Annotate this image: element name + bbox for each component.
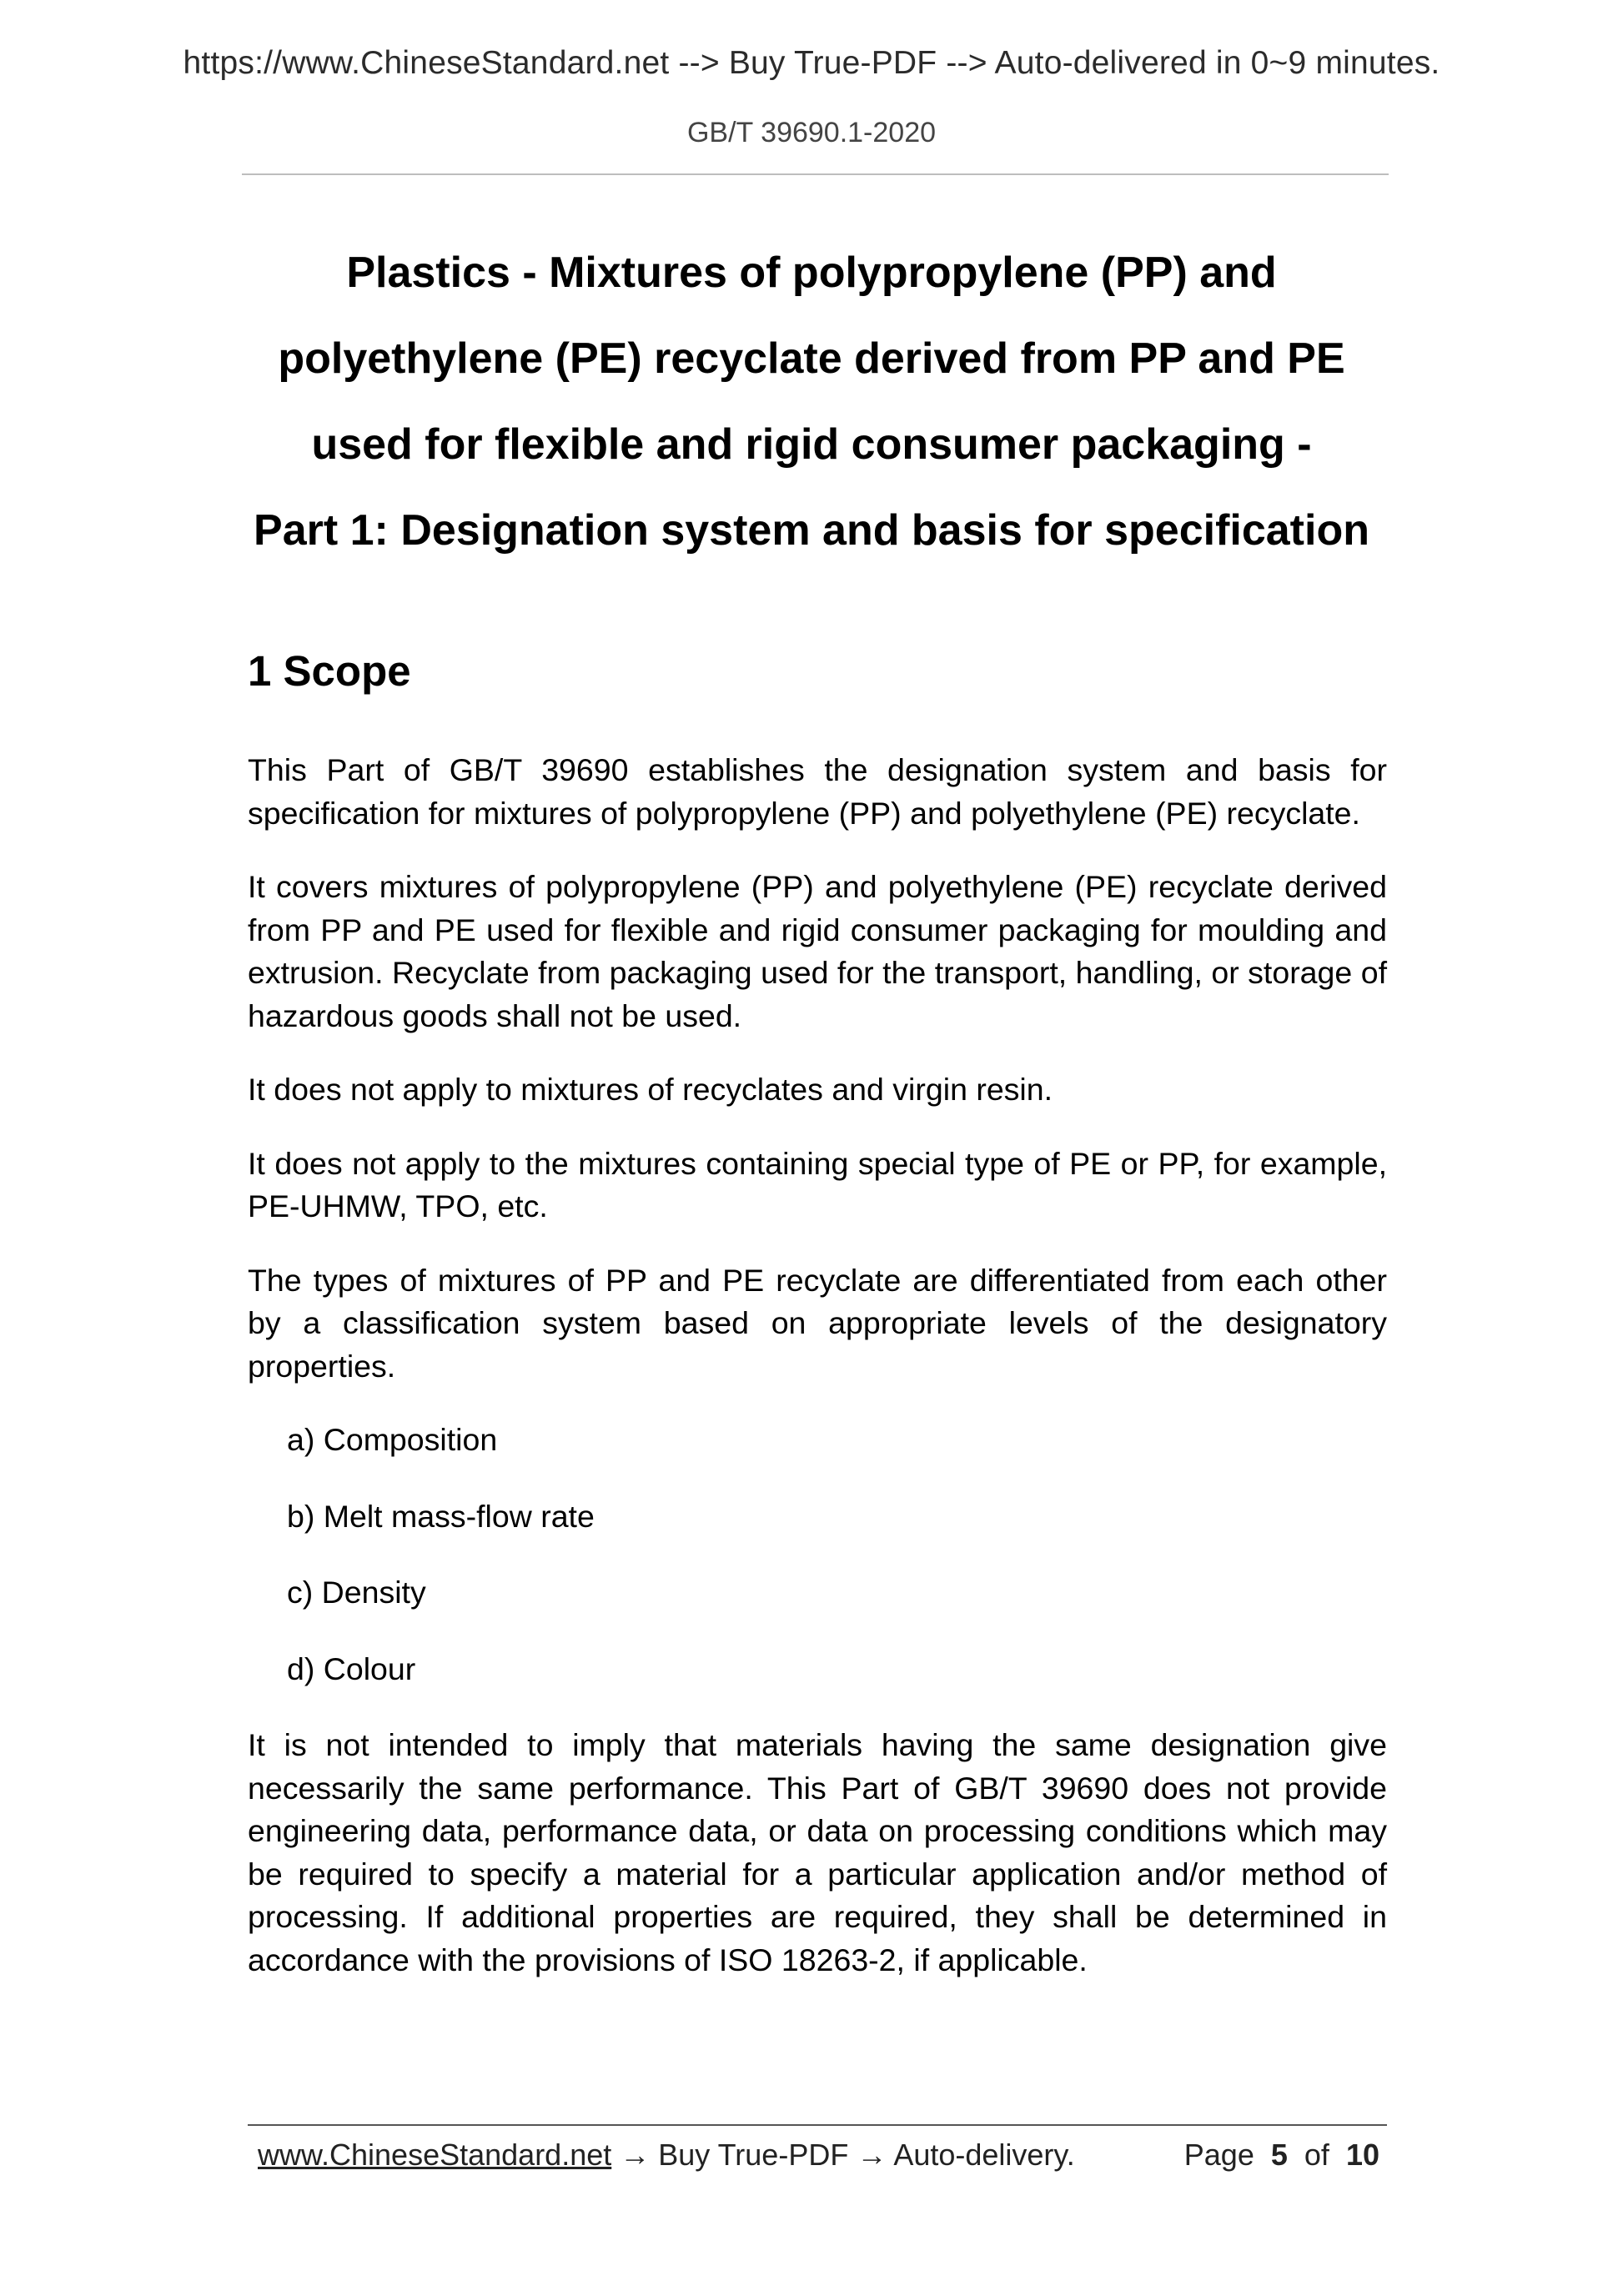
list-item: c) Density (287, 1575, 426, 1610)
header-divider (242, 173, 1389, 175)
standard-code: GB/T 39690.1-2020 (686, 117, 937, 148)
scope-content (248, 749, 1387, 2012)
title-line-2: polyethylene (PE) recyclate derived from PP and PE (278, 334, 1345, 383)
title-line-1: Plastics - Mixtures of polypropylene (PP) and (346, 249, 1277, 297)
paragraph: It covers mixtures of polypropylene (PP) and polyethylene (PE) recyclate derived from PP and PE used for flexible and rigid consumer packaging for moulding and extrusion. Recyclate from packaging used for the transport, handling, or storage of hazardous goods shall not be used. (248, 869, 1387, 1033)
top-banner-url[interactable]: https://www.ChineseStandard.net --> Buy True-PDF --> Auto-delivered in 0~9 minutes. (183, 45, 1440, 81)
page-number (1184, 2138, 1379, 2173)
document-title (192, 230, 1431, 574)
title-line-3: used for flexible and rigid consumer packaging - (311, 420, 1312, 469)
paragraph: The types of mixtures of PP and PE recyclate are differentiated from each other by a classification system based on appropriate levels of the designatory properties. (248, 1262, 1387, 1384)
page-label: Page (1183, 2138, 1254, 2172)
list-item: a) Composition (287, 1422, 498, 1457)
page-of-label: of (1304, 2138, 1329, 2172)
title-line-4: Part 1: Designation system and basis for specification (254, 506, 1369, 555)
paragraph: This Part of GB/T 39690 establishes the designation system and basis for specification for mixtures of polypropylene (PP) and polyethylene (PE) recyclate. (248, 752, 1387, 831)
page-current: 5 (1270, 2138, 1288, 2172)
footer-text (258, 2138, 1075, 2173)
paragraph: It does not apply to the mixtures containing special type of PE or PP, for example, PE-UHMW, TPO, etc. (248, 1145, 1387, 1223)
paragraph: It is not intended to imply that materials having the same designation give necessarily the same performance. This Part of GB/T 39690 does not provide engineering data, performance data, or data on processing conditions which may be required to specify a material for a particular application and/or method of processing. If additional properties are required, they shall be determined in accordance with the provisions of ISO 18263-2, if applicable. (248, 1727, 1387, 1977)
footer-divider (248, 2124, 1387, 2126)
footer-tail: → Buy True-PDF → Auto-delivery. (611, 2138, 1075, 2172)
designatory-properties-list (248, 1419, 1387, 1691)
list-item: b) Melt mass-flow rate (287, 1498, 595, 1534)
paragraph: It does not apply to mixtures of recyclates and virgin resin. (248, 1072, 1053, 1107)
section-heading-scope: 1 Scope (248, 647, 411, 695)
footer-site-link[interactable]: www.ChineseStandard.net (258, 2138, 612, 2172)
page-total: 10 (1345, 2138, 1379, 2172)
list-item: d) Colour (287, 1650, 416, 1686)
